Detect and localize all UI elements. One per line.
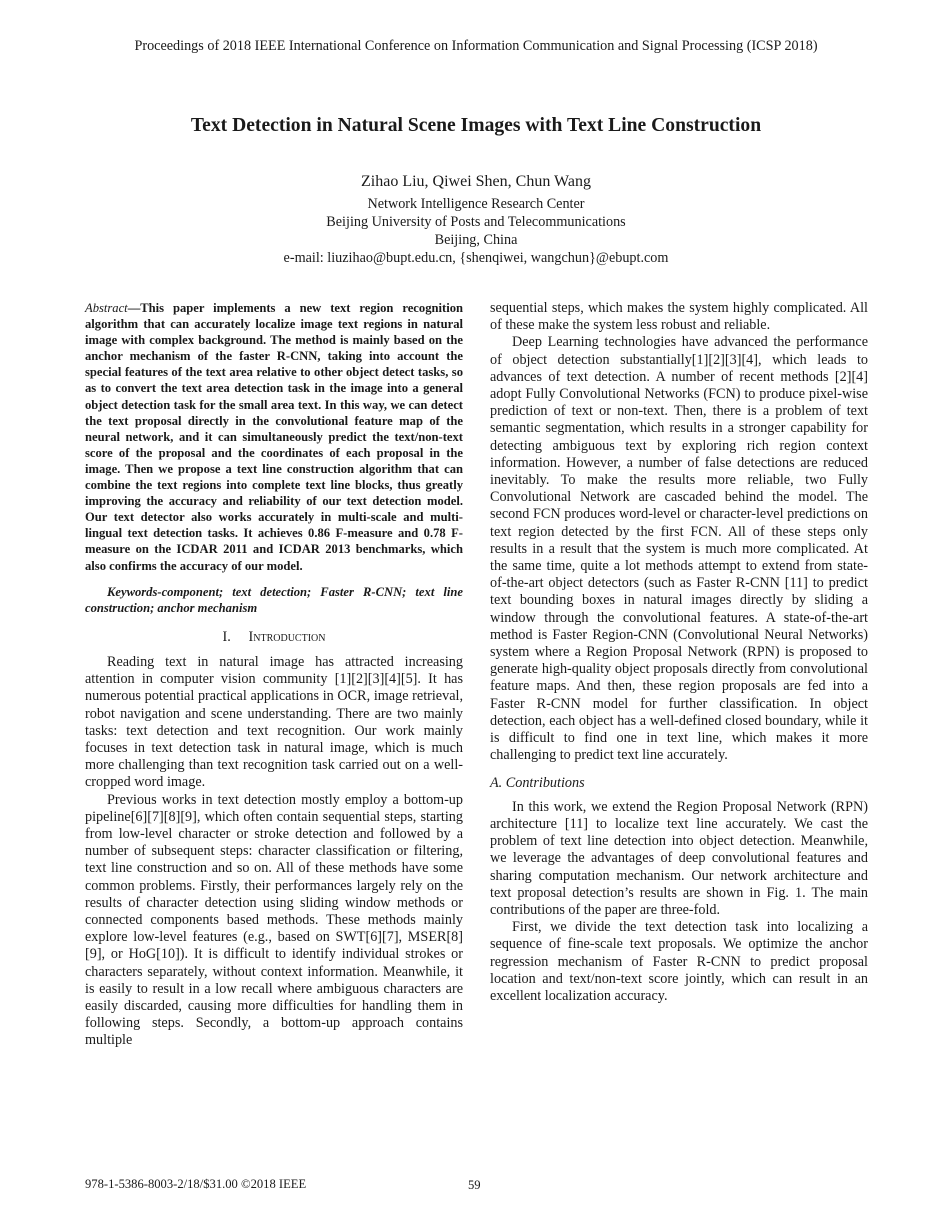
subsection-heading: A. Contributions	[490, 775, 585, 792]
affiliation-email: e-mail: liuzihao@bupt.edu.cn, {shenqiwei, wangchun}@ebupt.com	[283, 250, 669, 266]
intro-paragraph-2: Previous works in text detection mostly employ a bottom-up pipeline[6][7][8][9], which often contain sequential steps, starting from low-level character or stroke detection and followed by a number of subsequent steps: character classification or filtering, text line construction and so on. All of these methods have some common problems. Firstly, their performances largely rely on the results of character detection using sliding window methods or connected components based methods. These methods mainly explore low-level features (e.g., based on SWT[6][7], MSER[8][9], or HoG[10]). It is difficult to identify individual strokes or characters separately, without context information. Meanwhile, it is easily to result in a low recall where ambiguous characters are easily discarded, causing more difficulties for handling them in following steps. Secondly, a bottom-up approach contains multiple	[85, 791, 463, 1049]
keywords: Keywords-component; text detection; Faster R-CNN; text line construction; anchor mechanism	[85, 584, 463, 615]
deep-learning-paragraph: Deep Learning technologies have advanced the performance of object detection substantially[1][2][3][4], which leads to advances of text detection. A number of recent methods [2][4] adopt Fully Convolutional Networks (FCN) to produce pixel-wise prediction of text or non-text. Then, there is a problem of text semantic segmentation, which results in a stronger capability for detecting ambiguous text by exploring rich region context information. However, a number of false detections are reduced inevitably. To make the results more reliable, two Fully Convolutional Network are cascaded behind the model. The second FCN produces word-level or character-level predictions on text region detected by the first FCN. All of these steps only results in a result that the system is much more complicated. At the same time, quite a lot methods attempt to extend from state-of-the-art object detectors (such as Faster R-CNN [11] to predict text bounding boxes in natural images directly by sliding a window through the convolutional features. A state-of-the-art method is Faster Region-CNN (Convolutional Neural Networks) system where a Region Proposal Network (RPN) is proposed to generate high-quality object proposals directly from convolutional feature maps. And then, these region proposals are fed into a Faster R-CNN model for further classification. In object detection, each object has a well-defined closed boundary, while it is difficult to find one in text line, which makes it more challenging to predict text line accurately.	[490, 334, 868, 764]
affiliation-university: Beijing University of Posts and Telecommunications	[326, 214, 626, 230]
contributions-paragraph-2: First, we divide the text detection task into localizing a sequence of fine-scale text proposals. We optimize the anchor regression mechanism of Faster R-CNN to predict proposal location and text/non-text score jointly, which can result in an excellent localization accuracy.	[490, 919, 868, 1004]
intro-paragraph-1: Reading text in natural image has attracted increasing attention in computer vision community [1][2][3][4][5]. It has numerous potential practical applications in OCR, image retrieval, robot navigation and scene understanding. There are two mainly tasks: text detection and text recognition. Our work mainly focuses in text detection task in natural image, which is much more challenging than text recognition task carried out on a well-cropped word image.	[85, 653, 463, 791]
conference-header: Proceedings of 2018 IEEE International Conference on Information Communication and Signal Processing (ICSP 2018)	[134, 38, 818, 54]
section-number: I.	[222, 628, 231, 645]
continuation-paragraph: sequential steps, which makes the system highly complicated. All of these make the system less robust and reliable.	[490, 300, 868, 334]
authors: Zihao Liu, Qiwei Shen, Chun Wang	[361, 173, 591, 190]
abstract-text: —This paper implements a new text region recognition algorithm that can accurately localize image text regions in natural image with complex background. The method is mainly based on the anchor mechanism of the faster R-CNN, taking into account the special features of the text area relative to other object detect tasks, so as to convert the text area detection task in the image into a general object detection task for the small area text. In this way, we can detect the text proposal directly in the convolutional feature map of the neural network, and it can simultaneously predict the text/non-text score of the proposal and the coordinates of each proposal in the image. Then we propose a text line construction algorithm that can combine the text regions into complete text line blocks, thus greatly improving the accuracy and reliability of our text detection model. Our text detector also works accurately in multi-scale and multi-lingual text detection tasks. It achieves 0.86 F-measure and 0.78 F-measure on the ICDAR 2011 and ICDAR 2013 benchmarks, which also confirms the accuracy of our model.	[85, 301, 463, 573]
left-column	[85, 300, 463, 1050]
right-column	[490, 300, 868, 1005]
abstract	[85, 300, 463, 574]
paper-title: Text Detection in Natural Scene Images with Text Line Construction	[190, 115, 762, 136]
section-heading	[85, 629, 463, 646]
page-number: 59	[468, 1178, 481, 1192]
copyright-footer: 978-1-5386-8003-2/18/$31.00 ©2018 IEEE	[85, 1177, 307, 1191]
affiliation-center: Network Intelligence Research Center	[367, 196, 585, 212]
affiliation-city: Beijing, China	[434, 232, 518, 248]
section-title: Introduction	[248, 628, 326, 645]
contributions-paragraph-1: In this work, we extend the Region Proposal Network (RPN) architecture [11] to localize text line accurately. We cast the problem of text line detection into object detection. Meanwhile, we leverage the advantages of deep convolutional features and sharing computation mechanism. Our network architecture and text proposal detection’s results are shown in Fig. 1. The main contributions of the paper are three-fold.	[490, 798, 868, 918]
abstract-lead: Abstract	[85, 301, 128, 315]
